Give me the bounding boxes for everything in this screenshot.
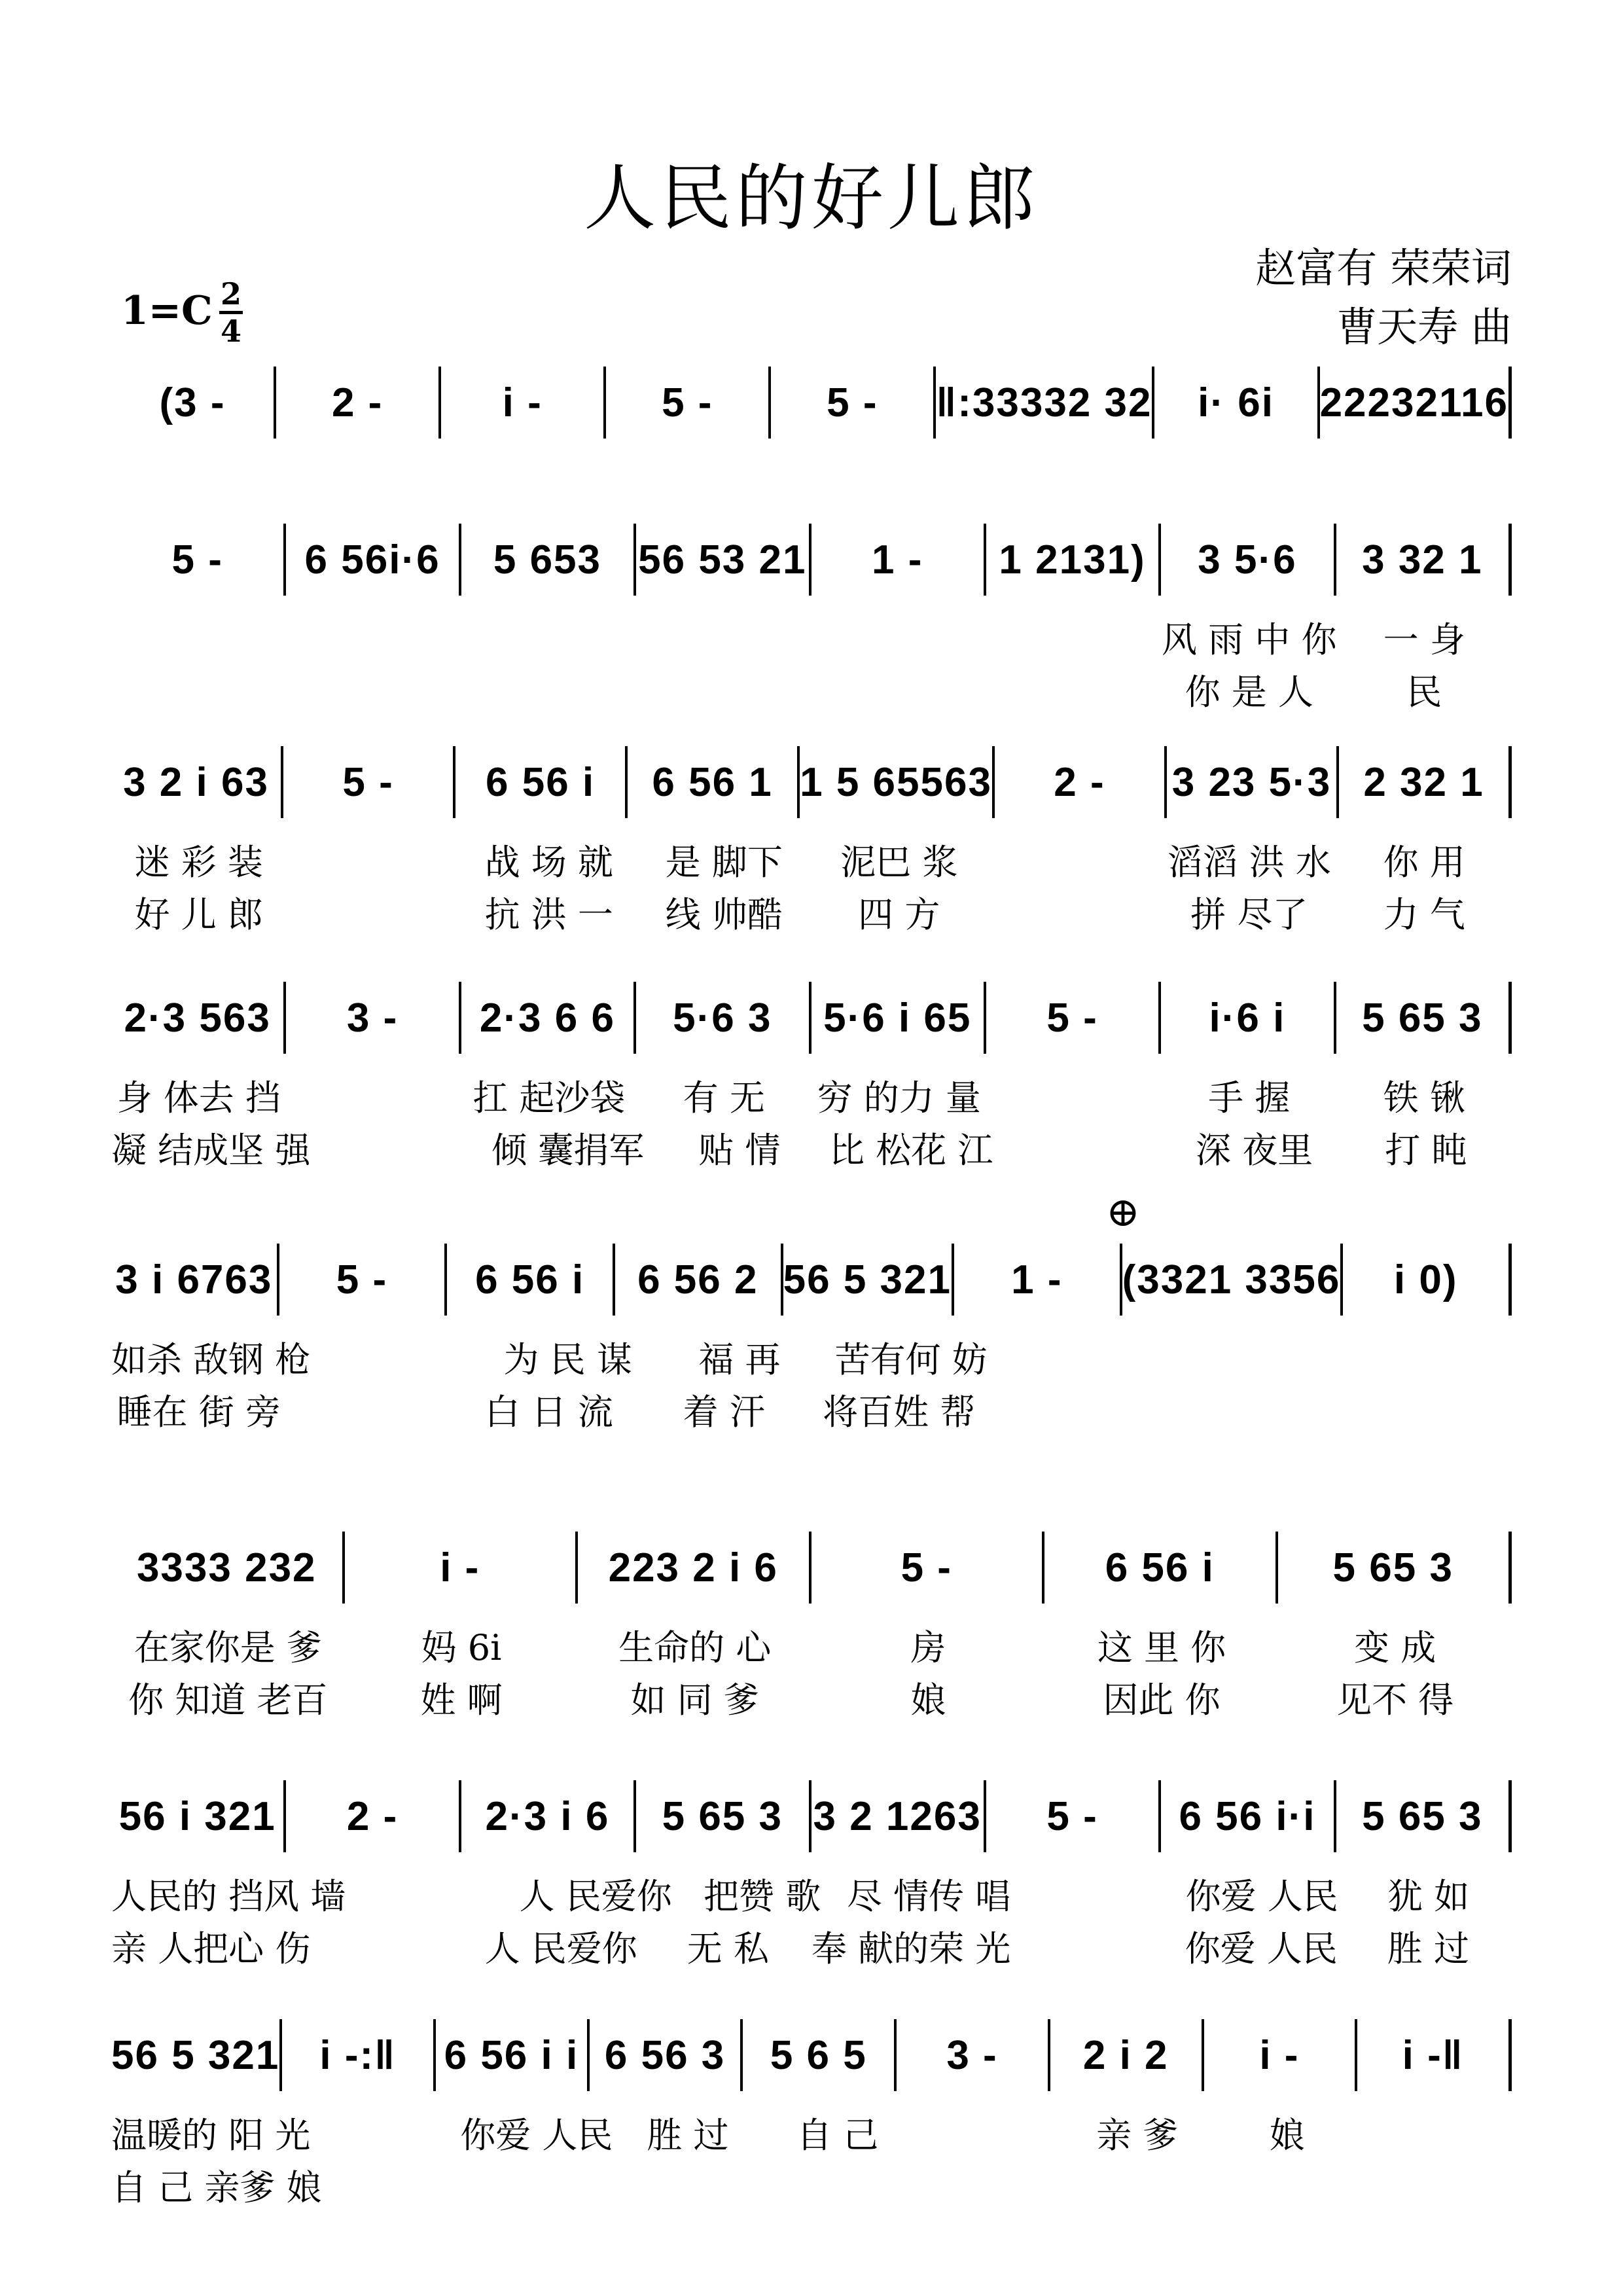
measure: 6 56 i·i (1161, 1780, 1336, 1852)
lyric-cell: 亲 人把心 伤 (111, 1928, 311, 1969)
notes-row (111, 2019, 1512, 2091)
time-bottom: 4 (220, 314, 241, 349)
lyric-cell: 滔滔 洪 水 (1167, 842, 1331, 883)
measure: 2 - (286, 1780, 461, 1852)
lyric-cell: 有 无 (683, 1077, 765, 1119)
lyric-cell (1214, 2160, 1363, 2210)
lyric-cell: 你 用 (1383, 842, 1465, 883)
measure: 3 2 1263 (812, 1780, 986, 1852)
measure: 6 56i·6 (286, 524, 461, 596)
lyric-cell: 犹 如 (1387, 1876, 1470, 1917)
measure: 5 6 5 (743, 2019, 897, 2091)
lyric-cell (768, 2160, 916, 2210)
measure: (3321 3356 (1122, 1244, 1344, 1316)
lyric-cell (310, 2108, 460, 2158)
score-line (111, 982, 1512, 1054)
lyric-cell (322, 2160, 471, 2210)
measure: 1 - (954, 1244, 1122, 1316)
lyric-cell (619, 2160, 768, 2210)
lyric-cell (987, 612, 1162, 662)
lyric-cell: 力 气 (1383, 894, 1465, 935)
lyric-cell (461, 664, 637, 715)
measure: 6 56 i (455, 746, 628, 818)
lyric-cell (987, 1070, 1162, 1121)
lyric-cell (637, 664, 812, 715)
measure: i - (1204, 2019, 1358, 2091)
measure: 3 5·6 (1161, 524, 1336, 596)
lyric-cell (917, 2160, 1065, 2210)
lyric-cell: 铁 锹 (1383, 1077, 1465, 1119)
lyric-cell: 亲 爹 (1096, 2115, 1179, 2156)
measure: 223 2 i 6 (578, 1532, 812, 1604)
measure: i - (345, 1532, 579, 1604)
lyric-cell: 着 汗 (683, 1391, 765, 1433)
measure: 5 - (986, 1780, 1161, 1852)
measure: (3 - (111, 367, 276, 439)
score-line (111, 367, 1512, 439)
lyric-cell: 尽 情传 唱 (846, 1876, 1011, 1917)
measure: 3 i 6763 (111, 1244, 279, 1316)
lyric-cell: 你 知道 老百 (128, 1679, 328, 1721)
lyric-cell (1012, 1869, 1179, 1919)
lyric-cell: 拼 尽了 (1190, 894, 1308, 935)
lyric-cell: 变 成 (1354, 1627, 1436, 1668)
measure: 5 - (606, 367, 771, 439)
lyric-cell (987, 887, 1162, 937)
measure: 5 - (283, 746, 455, 818)
lyric-row-verse2 (111, 1921, 1512, 1971)
lyric-row-verse1 (111, 1332, 1512, 1382)
lyric-cell (310, 1921, 477, 1971)
measure: 6 56 1 (628, 746, 800, 818)
measure: 5 - (986, 982, 1161, 1054)
song-title: 人民的好儿郎 (584, 156, 1039, 240)
lyric-cell: 温暖的 阳 光 (111, 2115, 311, 2156)
measure: i·6 i (1161, 982, 1336, 1054)
notes-row (111, 1244, 1512, 1316)
lyric-cell (287, 664, 462, 715)
measure: 5 - (812, 1532, 1045, 1604)
lyric-row-verse1 (111, 612, 1512, 662)
measure: 3 23 5·3 (1167, 746, 1339, 818)
coda-icon: ⊕ (1106, 1188, 1140, 1236)
lyric-row-verse1 (111, 2108, 1512, 2158)
measure: 2 - (276, 367, 441, 439)
lyric-cell: 线 帅酷 (665, 894, 783, 935)
lyric-cell: 无 私 (687, 1928, 769, 1969)
lyric-cell: 凝 结成坚 强 (111, 1130, 311, 1171)
score-line (111, 2019, 1512, 2091)
measure: 3 - (286, 982, 461, 1054)
lyric-cell: 妈 6i (421, 1627, 502, 1668)
lyric-cell: 你爱 人民 (460, 2115, 613, 2156)
lyric-cell: 战 场 就 (484, 842, 613, 883)
key-signature: 1=C (121, 288, 213, 334)
measure: 6 56 2 (615, 1244, 783, 1316)
measure: 6 56 3 (590, 2019, 743, 2091)
lyric-cell: 一 身 (1383, 619, 1465, 660)
lyric-cell (310, 1122, 482, 1173)
measure: 5·6 i 65 (812, 982, 986, 1054)
lyric-cell (1362, 2108, 1512, 2158)
lyric-cell (287, 1070, 462, 1121)
measure: 5 - (771, 367, 936, 439)
lyric-cell: 姓 啊 (420, 1679, 503, 1721)
time-top: 2 (220, 276, 241, 312)
measure: 3 32 1 (1336, 524, 1512, 596)
lyric-cell: 自 己 亲爹 娘 (111, 2167, 322, 2208)
lyric-cell: 娘 (910, 1679, 946, 1721)
lyric-cell (1065, 2160, 1214, 2210)
lyric-cell (310, 1332, 482, 1382)
lyric-cell: 苦有何 妨 (834, 1339, 988, 1380)
lyric-row-verse2 (111, 887, 1512, 937)
measure: 56 5 321 (783, 1244, 954, 1316)
measure: 2·3 6 6 (461, 982, 636, 1054)
lyric-cell: 你爱 人民 (1185, 1928, 1338, 1969)
measure: 5 65 3 (1278, 1532, 1512, 1604)
lyric-cell (1162, 1384, 1337, 1435)
measure: i 0) (1343, 1244, 1512, 1316)
lyric-cell: 风 雨 中 你 (1162, 619, 1337, 660)
measure: 5 - (279, 1244, 448, 1316)
measure: 5 65 3 (1336, 982, 1512, 1054)
lyric-cell: 手 握 (1208, 1077, 1291, 1119)
lyric-cell: 打 盹 (1385, 1130, 1467, 1171)
lyric-cell (111, 664, 287, 715)
lyric-row-verse2 (111, 664, 1512, 715)
measure: 1 - (812, 524, 986, 596)
lyric-row-verse1 (111, 1070, 1512, 1121)
measure: 5 653 (461, 524, 636, 596)
measure: 6 56 i (447, 1244, 615, 1316)
lyric-cell: 胜 过 (1387, 1928, 1469, 1969)
lyric-row-verse2 (111, 1384, 1512, 1435)
lyric-cell: 如 同 爹 (630, 1679, 759, 1721)
lyric-cell: 在家你是 爹 (134, 1627, 322, 1668)
lyric-row-verse1 (111, 1869, 1512, 1919)
lyric-cell: 见不 得 (1336, 1679, 1454, 1721)
lyric-cell (287, 887, 462, 937)
lyric-cell: 睡在 街 旁 (116, 1391, 281, 1433)
lyric-cell: 娘 (1269, 2115, 1305, 2156)
measure: 1 2131) (986, 524, 1161, 596)
lyric-cell: 好 儿 郎 (134, 894, 263, 935)
lyric-cell (287, 834, 462, 885)
score-line (111, 1244, 1512, 1316)
lyric-cell: 贴 情 (698, 1130, 781, 1171)
measure: 6 56 i (1044, 1532, 1278, 1604)
lyric-cell (812, 664, 987, 715)
lyric-cell (346, 1869, 512, 1919)
notes-row (111, 982, 1512, 1054)
lyric-cell (471, 2160, 619, 2210)
measure: 2 i 2 (1050, 2019, 1204, 2091)
measure: 2 - (995, 746, 1167, 818)
measure: 22232116 (1320, 367, 1512, 439)
score-line (111, 746, 1512, 818)
lyric-cell (287, 1384, 462, 1435)
lyric-cell (1010, 1921, 1177, 1971)
lyric-cell (1337, 1384, 1512, 1435)
notes-row (111, 1780, 1512, 1852)
measure: 2·3 i 6 (461, 1780, 636, 1852)
lyric-cell: 生命的 心 (618, 1627, 772, 1668)
lyric-cell: 倾 囊捐军 (491, 1130, 645, 1171)
lyric-cell: 抗 洪 一 (484, 894, 613, 935)
lyric-cell: 四 方 (858, 894, 940, 935)
lyric-cell: 房 (910, 1627, 946, 1668)
lyric-cell: 福 再 (698, 1339, 781, 1380)
lyric-cell (912, 2108, 1062, 2158)
lyric-cell: 白 日 流 (484, 1391, 613, 1433)
score-line (111, 524, 1512, 596)
lyric-cell (987, 664, 1162, 715)
lyric-row-verse2 (111, 1122, 1512, 1173)
measure: 2·3 563 (111, 982, 286, 1054)
lyric-cell: 民 (1406, 672, 1442, 713)
notes-row (111, 367, 1512, 439)
lyric-cell (111, 612, 287, 662)
time-signature (219, 278, 243, 347)
lyric-cell: 你 是 人 (1185, 672, 1313, 713)
lyric-cell (997, 1332, 1168, 1382)
measure: 3 - (897, 2019, 1050, 2091)
measure: 3 2 i 63 (111, 746, 283, 818)
lyric-cell: 将百姓 帮 (823, 1391, 976, 1433)
lyric-cell (1363, 2160, 1512, 2210)
lyric-cell: 人 民爱你 (484, 1928, 637, 1969)
measure: i· 6i (1154, 367, 1319, 439)
lyric-cell (812, 612, 987, 662)
measure: i - (441, 367, 606, 439)
lyric-cell: 比 松花 江 (829, 1130, 993, 1171)
lyric-cell: 你爱 人民 (1185, 1876, 1338, 1917)
lyric-cell (997, 1122, 1168, 1173)
lyric-cell: 自 己 (796, 2115, 879, 2156)
lyric-cell: 人民的 挡风 墙 (111, 1876, 346, 1917)
lyric-cell (637, 612, 812, 662)
lyric-cell: 泥巴 浆 (840, 842, 958, 883)
score-line (111, 1780, 1512, 1852)
lyric-cell (1340, 1332, 1512, 1382)
measure: i -‖ (1357, 2019, 1512, 2091)
lyric-cell (987, 834, 1162, 885)
score-line (111, 1532, 1512, 1604)
lyric-cell: 奉 献的荣 光 (812, 1928, 1011, 1969)
lyric-row-verse2 (111, 1672, 1512, 1723)
notes-row (111, 524, 1512, 596)
lyric-cell (461, 612, 637, 662)
lyric-cell: 把赞 歌 (704, 1876, 821, 1917)
measure: 5 - (111, 524, 286, 596)
measure: 2 32 1 (1339, 746, 1512, 818)
lyric-cell: 人 民爱你 (519, 1876, 672, 1917)
measure: 5·6 3 (636, 982, 811, 1054)
lyric-cell (987, 1384, 1162, 1435)
lyric-row-verse1 (111, 834, 1512, 885)
measure: ‖:33332 32 (936, 367, 1154, 439)
measure: 1 5 65563 (800, 746, 995, 818)
notes-row (111, 746, 1512, 818)
lyric-cell: 身 体去 挡 (116, 1077, 281, 1119)
lyric-row-verse2 (111, 2160, 1512, 2210)
lyric-row-verse1 (111, 1620, 1512, 1670)
lyric-cell: 如杀 敌钢 枪 (111, 1339, 311, 1380)
lyric-cell: 这 里 你 (1097, 1627, 1226, 1668)
lyric-cell: 胜 过 (647, 2115, 729, 2156)
lyric-cell (1169, 1332, 1340, 1382)
composer-credit: 曹天寿 曲 (1336, 303, 1512, 351)
lyric-cell: 深 夜里 (1196, 1130, 1313, 1171)
lyric-cell: 因此 你 (1103, 1679, 1221, 1721)
lyric-cell: 穷 的力 量 (817, 1077, 981, 1119)
measure: 56 i 321 (111, 1780, 286, 1852)
lyric-cell: 是 脚下 (665, 842, 783, 883)
measure: 56 53 21 (636, 524, 811, 596)
lyric-cell: 迷 彩 装 (134, 842, 263, 883)
measure: 3333 232 (111, 1532, 345, 1604)
notes-row (111, 1532, 1512, 1604)
lyric-cell: 为 民 谋 (503, 1339, 632, 1380)
lyricist-credit: 赵富有 荣荣词 (1255, 244, 1512, 292)
lyric-cell (287, 612, 462, 662)
measure: 5 65 3 (636, 1780, 811, 1852)
lyric-cell: 扛 起沙袋 (473, 1077, 626, 1119)
measure: 5 65 3 (1336, 1780, 1512, 1852)
measure: 56 5 321 (111, 2019, 282, 2091)
measure: 6 56 i i (436, 2019, 590, 2091)
measure: i -:‖ (282, 2019, 436, 2091)
